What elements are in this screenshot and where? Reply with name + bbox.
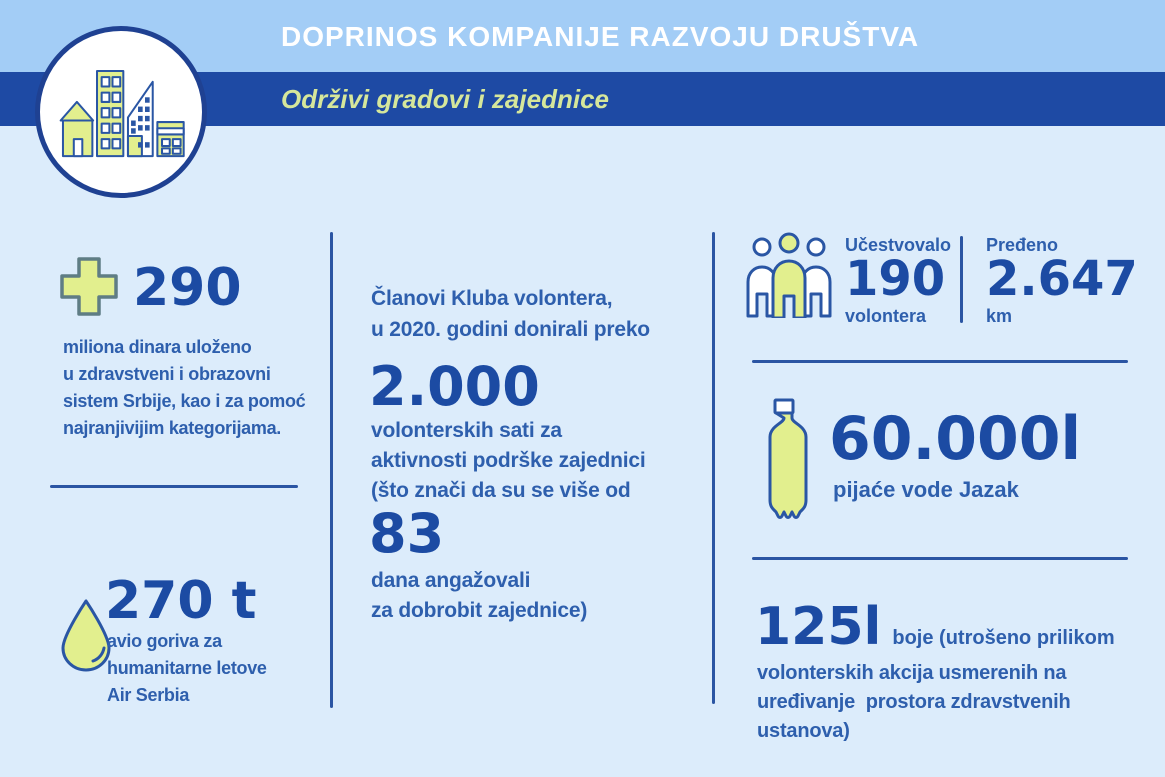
stat-divider xyxy=(960,236,963,323)
text-line: najranjivijim kategorijama. xyxy=(63,418,281,438)
stat-fuel-value: 270 t xyxy=(105,571,257,631)
column-divider-left xyxy=(330,232,333,708)
stat-distance-unit: km xyxy=(986,306,1013,326)
text-line: miliona dinara uloženo xyxy=(63,337,252,357)
stat-donation-value: 290 xyxy=(133,258,242,318)
stat-hours-value: 2.000 xyxy=(369,355,540,418)
stat-donation-description xyxy=(63,334,305,442)
text-line: Članovi Kluba volontera, xyxy=(371,287,613,310)
page-subtitle: Održivi gradovi i zajednice xyxy=(281,84,609,114)
text-line: u zdravstveni i obrazovni xyxy=(63,364,271,384)
text-line: sistem Srbije, kao i za pomoć xyxy=(63,391,306,411)
text-line: volonterskih akcija usmerenih na xyxy=(757,662,1067,684)
stat-paint-value: 125l xyxy=(755,597,882,657)
bottle-icon xyxy=(757,398,811,522)
stat-distance xyxy=(986,235,1138,327)
medical-cross-icon xyxy=(58,254,120,320)
stat-participants-label: Učestvovalo xyxy=(845,235,952,255)
text-line: uređivanje prostora zdravstvenih ustanova) xyxy=(757,691,1076,742)
text-line: humanitarne letove xyxy=(107,658,267,678)
text-line: Air Serbia xyxy=(107,685,190,705)
volunteers-group-icon xyxy=(743,232,835,318)
city-buildings-icon xyxy=(56,61,186,163)
text-line: (što znači da su se više od xyxy=(371,479,631,502)
text-line: avio goriva za xyxy=(107,631,222,651)
text-line: aktivnosti podrške zajednici xyxy=(371,449,646,472)
stat-days-value: 83 xyxy=(369,502,445,565)
text-line: volonterskih sati za xyxy=(371,419,562,442)
text-line: dana angažovali xyxy=(371,569,531,592)
stat-paint-label-inline: boje (utrošeno prilikom xyxy=(892,627,1115,649)
city-badge xyxy=(35,26,207,198)
stat-distance-value: 2.647 xyxy=(986,251,1138,307)
stat-distance-label: Pređeno xyxy=(986,235,1059,255)
stat-participants xyxy=(845,235,951,327)
section-divider xyxy=(50,485,298,488)
stat-participants-value: 190 xyxy=(845,251,946,307)
section-divider xyxy=(752,557,1128,560)
stat-water-value: 60.000l xyxy=(829,404,1082,474)
section-divider xyxy=(752,360,1128,363)
stat-fuel-description xyxy=(107,628,267,709)
text-line: u 2020. godini donirali preko xyxy=(371,318,650,341)
text-line: za dobrobit zajednice) xyxy=(371,599,588,622)
page-title: DOPRINOS KOMPANIJE RAZVOJU DRUŠTVA xyxy=(281,21,920,52)
stat-days-description xyxy=(371,566,587,626)
stat-paint xyxy=(755,597,1115,657)
volunteers-intro xyxy=(371,283,650,345)
stat-hours-description xyxy=(371,416,646,506)
stat-water-label: pijaće vode Jazak xyxy=(833,477,1019,502)
stat-participants-unit: volontera xyxy=(845,306,927,326)
stat-paint-description xyxy=(757,659,1165,746)
column-divider-right xyxy=(712,232,715,704)
